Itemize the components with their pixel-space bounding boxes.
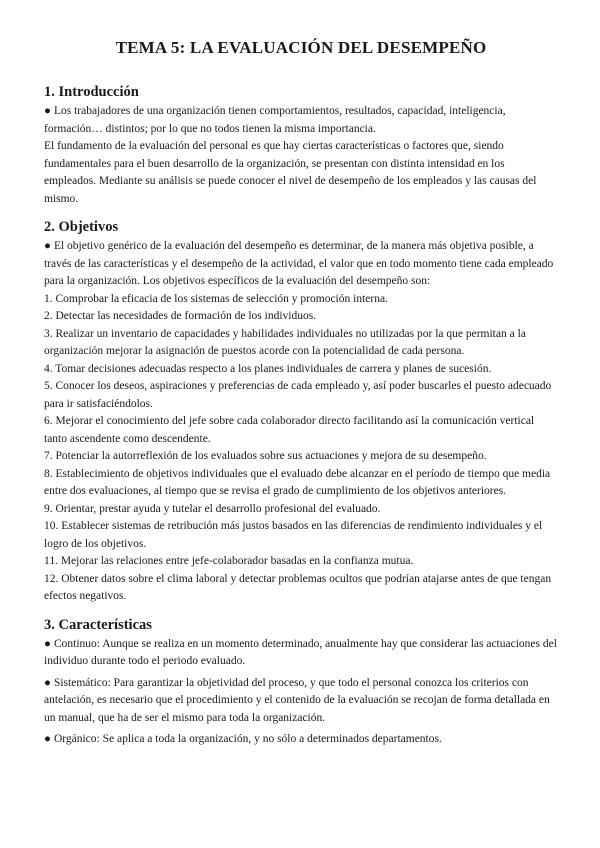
objective-item: 6. Mejorar el conocimiento del jefe sobre cada colaborador directo facilitando así la comunicación vertical tanto ascendente como descendente.: [44, 415, 535, 445]
objective-item: 3. Realizar un inventario de capacidades y habilidades individuales no utilizadas por la que permitan a la organización mejorar la asignación de puestos acorde con la potencialidad de cada persona.: [44, 327, 526, 357]
section-objectives: [44, 219, 558, 606]
objective-item: 11. Mejorar las relaciones entre jefe-colaborador basadas en la confianza mutua.: [44, 555, 414, 567]
objective-item: 2. Detectar las necesidades de formación de los individuos.: [44, 310, 317, 322]
characteristic-text: Orgánico: Se aplica a toda la organización, y no sólo a determinados departamentos.: [53, 733, 442, 745]
document-title: TEMA 5: LA EVALUACIÓN DEL DESEMPEÑO: [115, 38, 487, 57]
objective-item: 12. Obtener datos sobre el clima laboral y detectar problemas ocultos que podrían atajarse antes de que tengan efectos negativos.: [44, 572, 552, 602]
characteristic-item: [44, 675, 558, 728]
objectives-bullet-text: El objetivo genérico de la evaluación del desempeño es determinar, de la manera más objetiva posible, a través de las características y el desempeño de la actividad, el valor que en todo momento tiene cada empleado para la organización. Los objetivos específicos de la evaluación del desempeño son:: [44, 240, 554, 287]
intro-bullet-paragraph: [44, 103, 558, 138]
bullet-icon: ●: [44, 676, 51, 689]
section-introduction: [44, 84, 558, 208]
bullet-icon: ●: [44, 105, 51, 117]
objective-item: 4. Tomar decisiones adecuadas respecto a los planes individuales de carrera y planes de sucesión.: [44, 362, 492, 375]
objective-item: 5. Conocer los deseos, aspiraciones y preferencias de cada empleado y, así poder buscarles el puesto adecuado para ir satisfaciéndolos.: [44, 380, 552, 410]
objective-item: 8. Establecimiento de objetivos individuales que el evaluado debe alcanzar en el período de tiempo que media entre dos evaluaciones, al tiempo que se revisa el grado de cumplimiento de los objetivos anteriores.: [44, 467, 551, 497]
characteristic-item: [44, 636, 558, 671]
section-heading-characteristics: 3. Características: [44, 616, 152, 633]
bullet-icon: ●: [44, 240, 51, 252]
section-heading-objectives: 2. Objetivos: [44, 219, 119, 235]
objective-item: 7. Potenciar la autorreflexión de los evaluados sobre sus actuaciones y mejora de su desempeño.: [44, 450, 487, 462]
objective-item: 10. Establecer sistemas de retribución más justos basados en las diferencias de rendimiento individuales y el logro de los objetivos.: [44, 520, 543, 550]
characteristic-text: Continuo: Aunque se realiza en un momento determinado, anualmente hay que considerar las actuaciones del individuo durante todo el periodo evaluado.: [44, 637, 557, 667]
objectives-bullet-paragraph: [44, 238, 558, 291]
bullet-icon: ●: [44, 733, 51, 745]
intro-paragraph: El fundamento de la evaluación del personal es que hay ciertas características o factores que, siendo fundamentales para el buen desarrollo de la organización, se presentan con distinta intensidad en los empleados. Mediante su análisis se puede conocer el nivel de desempeño de los empleados y las causas del mismo.: [44, 140, 537, 205]
objective-item: 9. Orientar, prestar ayuda y tutelar el desarrollo profesional del evaluado.: [44, 502, 381, 515]
characteristic-text: Sistemático: Para garantizar la objetividad del proceso, y que todo el personal conozca los criterios con antelación, es necesario que el procedimiento y el contenido de la evaluación se recojan de forma detallada en un manual, que ha de ser el mismo para toda la organización.: [44, 676, 550, 724]
intro-bullet-text: Los trabajadores de una organización tienen comportamientos, resultados, capacidad, inteligencia, formación… distintos; por lo que no todos tienen la misma importancia.: [44, 105, 506, 135]
objective-item: 1. Comprobar la eficacia de los sistemas de selección y promoción interna.: [44, 292, 388, 305]
section-heading-introduction: 1. Introducción: [44, 84, 139, 100]
bullet-icon: ●: [44, 637, 51, 650]
characteristic-item: [44, 731, 558, 749]
section-characteristics: [44, 617, 558, 749]
